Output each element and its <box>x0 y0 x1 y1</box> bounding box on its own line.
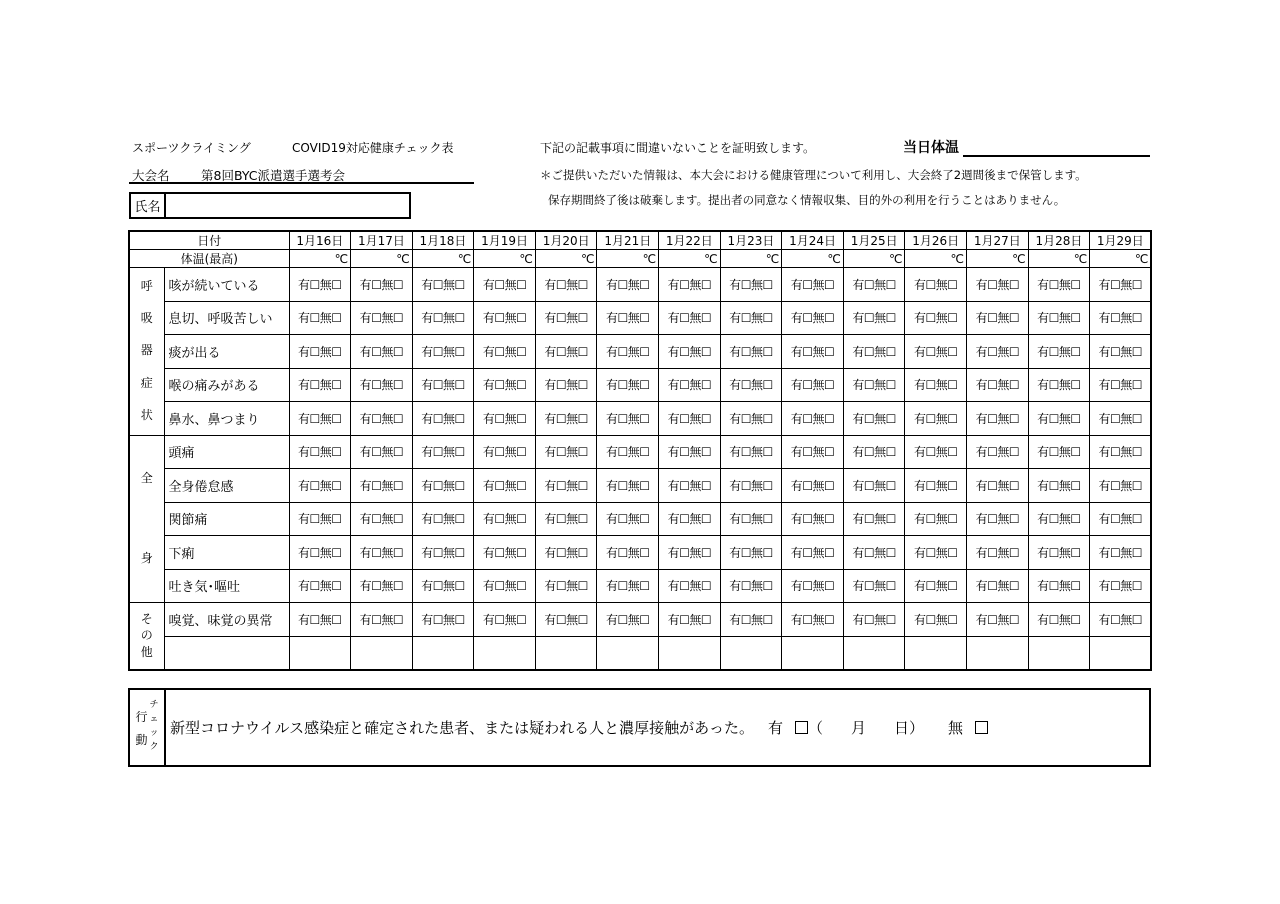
yes-no-checkbox[interactable]: 有☐無☐ <box>843 368 905 402</box>
category-char: 症 <box>140 375 153 390</box>
month-label: 月 <box>851 719 867 737</box>
sport-title: スポーツクライミング <box>132 141 251 155</box>
yes-no-checkbox[interactable]: 有☐無☐ <box>1028 469 1090 503</box>
yes-no-checkbox[interactable]: 有☐無☐ <box>1090 469 1152 503</box>
yes-no-checkbox[interactable]: 有☐無☐ <box>905 301 967 335</box>
date-cell: 1月22日 <box>659 231 721 250</box>
category-char: 吸 <box>140 311 153 326</box>
yes-no-checkbox[interactable]: 有☐無☐ <box>659 569 721 603</box>
yes-no-checkbox[interactable]: 有☐無☐ <box>535 335 597 369</box>
yes-no-checkbox[interactable]: 有☐無☐ <box>843 402 905 436</box>
blank-cell[interactable] <box>535 636 597 670</box>
yes-no-checkbox[interactable]: 有☐無☐ <box>720 435 782 469</box>
yes-no-checkbox[interactable]: 有☐無☐ <box>597 502 659 536</box>
yes-no-checkbox[interactable]: 有☐無☐ <box>843 536 905 570</box>
yes-no-checkbox[interactable]: 有☐無☐ <box>474 469 536 503</box>
yes-no-checkbox[interactable]: 有☐無☐ <box>905 368 967 402</box>
date-cell: 1月21日 <box>597 231 659 250</box>
yes-no-checkbox[interactable]: 有☐無☐ <box>1090 268 1152 302</box>
blank-cell[interactable] <box>351 636 413 670</box>
temp-cell[interactable]: ℃ <box>597 250 659 268</box>
yes-no-checkbox[interactable]: 有☐無☐ <box>351 335 413 369</box>
yes-no-checkbox[interactable]: 有☐無☐ <box>1028 435 1090 469</box>
yes-no-checkbox[interactable]: 有☐無☐ <box>967 603 1029 637</box>
form-title: COVID19対応健康チェック表 <box>292 141 454 155</box>
temp-cell[interactable]: ℃ <box>843 250 905 268</box>
yes-no-checkbox[interactable]: 有☐無☐ <box>351 435 413 469</box>
certify-text: 下記の記載事項に間違いないことを証明致します。 <box>540 141 816 155</box>
blank-cell[interactable] <box>1028 636 1090 670</box>
yes-no-checkbox[interactable]: 有☐無☐ <box>535 368 597 402</box>
yes-no-checkbox[interactable]: 有☐無☐ <box>782 335 844 369</box>
date-row <box>129 231 1151 250</box>
yes-no-checkbox[interactable]: 有☐無☐ <box>535 268 597 302</box>
temp-row <box>129 250 1151 268</box>
yes-no-checkbox[interactable]: 有☐無☐ <box>967 268 1029 302</box>
yes-no-checkbox[interactable]: 有☐無☐ <box>412 502 474 536</box>
yes-no-checkbox[interactable]: 有☐無☐ <box>659 502 721 536</box>
date-cell: 1月29日 <box>1090 231 1152 250</box>
symptom-row <box>129 636 1151 670</box>
yes-no-checkbox[interactable]: 有☐無☐ <box>659 335 721 369</box>
yes-no-checkbox[interactable]: 有☐無☐ <box>597 335 659 369</box>
yes-no-checkbox[interactable]: 有☐無☐ <box>597 435 659 469</box>
yes-no-checkbox[interactable]: 有☐無☐ <box>967 569 1029 603</box>
yes-no-checkbox[interactable]: 有☐無☐ <box>289 301 351 335</box>
yes-no-checkbox[interactable]: 有☐無☐ <box>474 569 536 603</box>
symptom-row <box>129 569 1151 603</box>
temp-cell[interactable]: ℃ <box>412 250 474 268</box>
yes-no-checkbox[interactable]: 有☐無☐ <box>289 368 351 402</box>
yes-label: 有 <box>767 719 783 737</box>
yes-no-checkbox[interactable]: 有☐無☐ <box>905 536 967 570</box>
yes-no-checkbox[interactable]: 有☐無☐ <box>412 268 474 302</box>
yes-no-checkbox[interactable]: 有☐無☐ <box>474 268 536 302</box>
yes-no-checkbox[interactable]: 有☐無☐ <box>720 502 782 536</box>
date-cell: 1月16日 <box>289 231 351 250</box>
category-char: の <box>140 628 153 643</box>
symptom-row <box>129 603 1151 637</box>
yes-no-checkbox[interactable]: 有☐無☐ <box>905 335 967 369</box>
yes-no-checkbox[interactable]: 有☐無☐ <box>289 402 351 436</box>
yes-no-checkbox[interactable]: 有☐無☐ <box>351 536 413 570</box>
yes-no-checkbox[interactable]: 有☐無☐ <box>412 603 474 637</box>
yes-no-checkbox[interactable]: 有☐無☐ <box>351 603 413 637</box>
symptom-row <box>129 335 1151 369</box>
action-text-row <box>166 690 988 765</box>
yes-no-checkbox[interactable]: 有☐無☐ <box>1090 603 1152 637</box>
no-checkbox[interactable] <box>975 721 988 734</box>
yes-no-checkbox[interactable]: 有☐無☐ <box>967 368 1029 402</box>
date-cell: 1月26日 <box>905 231 967 250</box>
category-char: 呼 <box>140 279 153 294</box>
yes-no-checkbox[interactable]: 有☐無☐ <box>412 569 474 603</box>
yes-no-checkbox[interactable]: 有☐無☐ <box>474 335 536 369</box>
category-char: 全 <box>140 470 153 485</box>
blank-cell[interactable] <box>720 636 782 670</box>
date-cell: 1月20日 <box>535 231 597 250</box>
symptom-row <box>129 402 1151 436</box>
day-label: 日） <box>894 719 925 737</box>
temp-cell[interactable]: ℃ <box>535 250 597 268</box>
blank-cell[interactable] <box>659 636 721 670</box>
symptom-label: 頭痛 <box>164 435 289 469</box>
yes-no-checkbox[interactable]: 有☐無☐ <box>412 368 474 402</box>
temp-cell[interactable]: ℃ <box>720 250 782 268</box>
yes-no-checkbox[interactable]: 有☐無☐ <box>843 502 905 536</box>
yes-no-checkbox[interactable]: 有☐無☐ <box>351 268 413 302</box>
yes-no-checkbox[interactable]: 有☐無☐ <box>289 469 351 503</box>
yes-no-checkbox[interactable]: 有☐無☐ <box>967 402 1029 436</box>
yes-no-checkbox[interactable]: 有☐無☐ <box>535 469 597 503</box>
symptom-label: 痰が出る <box>164 335 289 369</box>
yes-no-checkbox[interactable]: 有☐無☐ <box>905 569 967 603</box>
blank-cell[interactable] <box>474 636 536 670</box>
yes-no-checkbox[interactable]: 有☐無☐ <box>474 603 536 637</box>
privacy-note-2: 保存期間終了後は破棄します。提出者の同意なく情報収集、目的外の利用を行うことはありません。 <box>548 193 1066 207</box>
yes-no-checkbox[interactable]: 有☐無☐ <box>905 603 967 637</box>
symptom-row <box>129 469 1151 503</box>
yes-no-checkbox[interactable]: 有☐無☐ <box>289 603 351 637</box>
yes-no-checkbox[interactable]: 有☐無☐ <box>843 268 905 302</box>
yes-checkbox[interactable] <box>795 721 808 734</box>
yes-no-checkbox[interactable]: 有☐無☐ <box>351 368 413 402</box>
date-cell: 1月18日 <box>412 231 474 250</box>
yes-no-checkbox[interactable]: 有☐無☐ <box>1090 536 1152 570</box>
yes-no-checkbox[interactable]: 有☐無☐ <box>967 469 1029 503</box>
yes-no-checkbox[interactable]: 有☐無☐ <box>967 335 1029 369</box>
name-box <box>129 192 411 219</box>
yes-no-checkbox[interactable]: 有☐無☐ <box>1028 268 1090 302</box>
yes-no-checkbox[interactable]: 有☐無☐ <box>289 268 351 302</box>
yes-no-checkbox[interactable]: 有☐無☐ <box>289 502 351 536</box>
health-check-table <box>128 230 1152 671</box>
action-sublabel-char: ッ <box>149 728 159 738</box>
yes-no-checkbox[interactable]: 有☐無☐ <box>1090 502 1152 536</box>
category-char: 器 <box>140 343 153 358</box>
name-label: 氏名 <box>131 194 166 217</box>
action-sublabel-char: チ <box>149 700 159 710</box>
yes-no-checkbox[interactable]: 有☐無☐ <box>720 335 782 369</box>
yes-no-checkbox[interactable]: 有☐無☐ <box>782 469 844 503</box>
temp-header: 体温(最高) <box>129 250 289 268</box>
yes-no-checkbox[interactable]: 有☐無☐ <box>720 368 782 402</box>
category-char: 状 <box>140 407 153 422</box>
paren-open: （ <box>807 719 823 737</box>
name-input[interactable] <box>166 194 409 217</box>
yes-no-checkbox[interactable]: 有☐無☐ <box>474 402 536 436</box>
yes-no-checkbox[interactable]: 有☐無☐ <box>474 435 536 469</box>
yes-no-checkbox[interactable]: 有☐無☐ <box>967 536 1029 570</box>
yes-no-checkbox[interactable]: 有☐無☐ <box>597 368 659 402</box>
action-label-char: 動 <box>135 732 148 747</box>
yes-no-checkbox[interactable]: 有☐無☐ <box>659 268 721 302</box>
category-char: そ <box>140 611 153 626</box>
symptom-row <box>129 368 1151 402</box>
yes-no-checkbox[interactable]: 有☐無☐ <box>782 502 844 536</box>
yes-no-checkbox[interactable]: 有☐無☐ <box>1028 569 1090 603</box>
yes-no-checkbox[interactable]: 有☐無☐ <box>1090 402 1152 436</box>
yes-no-checkbox[interactable]: 有☐無☐ <box>351 301 413 335</box>
temp-cell[interactable]: ℃ <box>782 250 844 268</box>
blank-cell[interactable] <box>289 636 351 670</box>
yes-no-checkbox[interactable]: 有☐無☐ <box>659 469 721 503</box>
yes-no-checkbox[interactable]: 有☐無☐ <box>474 368 536 402</box>
yes-no-checkbox[interactable]: 有☐無☐ <box>535 569 597 603</box>
date-header: 日付 <box>129 231 289 250</box>
yes-no-checkbox[interactable]: 有☐無☐ <box>289 335 351 369</box>
symptom-label: 全身倦怠感 <box>164 469 289 503</box>
yes-no-checkbox[interactable]: 有☐無☐ <box>905 402 967 436</box>
temp-cell[interactable]: ℃ <box>474 250 536 268</box>
yes-no-checkbox[interactable]: 有☐無☐ <box>351 502 413 536</box>
temp-cell[interactable]: ℃ <box>659 250 721 268</box>
date-cell: 1月17日 <box>351 231 413 250</box>
yes-no-checkbox[interactable]: 有☐無☐ <box>412 536 474 570</box>
privacy-note-1: ＊ご提供いただいた情報は、本大会における健康管理について利用し、大会終了2週間後まで保管します。 <box>540 168 1087 182</box>
yes-no-checkbox[interactable]: 有☐無☐ <box>535 502 597 536</box>
yes-no-checkbox[interactable]: 有☐無☐ <box>782 268 844 302</box>
yes-no-checkbox[interactable]: 有☐無☐ <box>289 536 351 570</box>
event-underline <box>129 182 474 184</box>
temp-cell[interactable]: ℃ <box>905 250 967 268</box>
yes-no-checkbox[interactable]: 有☐無☐ <box>720 569 782 603</box>
symptom-row <box>129 301 1151 335</box>
yes-no-checkbox[interactable]: 有☐無☐ <box>1028 368 1090 402</box>
yes-no-checkbox[interactable]: 有☐無☐ <box>720 536 782 570</box>
yes-no-checkbox[interactable]: 有☐無☐ <box>782 402 844 436</box>
category-label <box>129 268 164 436</box>
yes-no-checkbox[interactable]: 有☐無☐ <box>1090 435 1152 469</box>
yes-no-checkbox[interactable]: 有☐無☐ <box>843 469 905 503</box>
temp-cell[interactable]: ℃ <box>351 250 413 268</box>
date-cell: 1月25日 <box>843 231 905 250</box>
contact-question: 新型コロナウイルス感染症と確定された患者、または疑われる人と濃厚接触があった。 <box>170 719 754 737</box>
blank-cell[interactable] <box>412 636 474 670</box>
yes-no-checkbox[interactable]: 有☐無☐ <box>843 335 905 369</box>
symptom-label <box>164 636 289 670</box>
temp-cell[interactable]: ℃ <box>1028 250 1090 268</box>
yes-no-checkbox[interactable]: 有☐無☐ <box>659 402 721 436</box>
yes-no-checkbox[interactable]: 有☐無☐ <box>967 301 1029 335</box>
symptom-row <box>129 435 1151 469</box>
yes-no-checkbox[interactable]: 有☐無☐ <box>843 301 905 335</box>
yes-no-checkbox[interactable]: 有☐無☐ <box>1090 335 1152 369</box>
yes-no-checkbox[interactable]: 有☐無☐ <box>1028 536 1090 570</box>
symptom-row <box>129 502 1151 536</box>
action-sublabel-char: ク <box>149 742 159 752</box>
category-char: 他 <box>140 644 153 659</box>
yes-no-checkbox[interactable]: 有☐無☐ <box>720 603 782 637</box>
yes-no-checkbox[interactable]: 有☐無☐ <box>905 268 967 302</box>
yes-no-checkbox[interactable]: 有☐無☐ <box>412 469 474 503</box>
yes-no-checkbox[interactable]: 有☐無☐ <box>1028 335 1090 369</box>
symptom-label: 咳が続いている <box>164 268 289 302</box>
yes-no-checkbox[interactable]: 有☐無☐ <box>720 402 782 436</box>
blank-cell[interactable] <box>905 636 967 670</box>
yes-no-checkbox[interactable]: 有☐無☐ <box>1090 368 1152 402</box>
blank-cell[interactable] <box>843 636 905 670</box>
yes-no-checkbox[interactable]: 有☐無☐ <box>535 402 597 436</box>
yes-no-checkbox[interactable]: 有☐無☐ <box>535 536 597 570</box>
no-label: 無 <box>948 719 964 737</box>
yes-no-checkbox[interactable]: 有☐無☐ <box>535 301 597 335</box>
yes-no-checkbox[interactable]: 有☐無☐ <box>289 435 351 469</box>
yes-no-checkbox[interactable]: 有☐無☐ <box>782 435 844 469</box>
yes-no-checkbox[interactable]: 有☐無☐ <box>535 435 597 469</box>
symptom-label: 喉の痛みがある <box>164 368 289 402</box>
symptom-row <box>129 268 1151 302</box>
yes-no-checkbox[interactable]: 有☐無☐ <box>659 368 721 402</box>
category-char: 身 <box>140 551 153 566</box>
yes-no-checkbox[interactable]: 有☐無☐ <box>720 469 782 503</box>
yes-no-checkbox[interactable]: 有☐無☐ <box>1028 603 1090 637</box>
yes-no-checkbox[interactable]: 有☐無☐ <box>659 603 721 637</box>
date-cell: 1月27日 <box>967 231 1029 250</box>
yes-no-checkbox[interactable]: 有☐無☐ <box>905 469 967 503</box>
blank-cell[interactable] <box>597 636 659 670</box>
yes-no-checkbox[interactable]: 有☐無☐ <box>782 368 844 402</box>
yes-no-checkbox[interactable]: 有☐無☐ <box>597 268 659 302</box>
yes-no-checkbox[interactable]: 有☐無☐ <box>412 435 474 469</box>
yes-no-checkbox[interactable]: 有☐無☐ <box>474 536 536 570</box>
yes-no-checkbox[interactable]: 有☐無☐ <box>597 569 659 603</box>
yes-no-checkbox[interactable]: 有☐無☐ <box>1028 301 1090 335</box>
today-temp-field[interactable] <box>963 155 1150 157</box>
symptom-label: 鼻水、鼻つまり <box>164 402 289 436</box>
yes-no-checkbox[interactable]: 有☐無☐ <box>535 603 597 637</box>
blank-cell[interactable] <box>967 636 1029 670</box>
yes-no-checkbox[interactable]: 有☐無☐ <box>782 569 844 603</box>
yes-no-checkbox[interactable]: 有☐無☐ <box>843 603 905 637</box>
yes-no-checkbox[interactable]: 有☐無☐ <box>412 402 474 436</box>
yes-no-checkbox[interactable]: 有☐無☐ <box>351 569 413 603</box>
symptom-label: 関節痛 <box>164 502 289 536</box>
yes-no-checkbox[interactable]: 有☐無☐ <box>720 301 782 335</box>
yes-no-checkbox[interactable]: 有☐無☐ <box>597 536 659 570</box>
temp-cell[interactable]: ℃ <box>1090 250 1152 268</box>
yes-no-checkbox[interactable]: 有☐無☐ <box>351 469 413 503</box>
yes-no-checkbox[interactable]: 有☐無☐ <box>843 569 905 603</box>
yes-no-checkbox[interactable]: 有☐無☐ <box>967 435 1029 469</box>
yes-no-checkbox[interactable]: 有☐無☐ <box>474 301 536 335</box>
yes-no-checkbox[interactable]: 有☐無☐ <box>967 502 1029 536</box>
event-label: 大会名 <box>132 168 170 183</box>
temp-cell[interactable]: ℃ <box>289 250 351 268</box>
yes-no-checkbox[interactable]: 有☐無☐ <box>1028 402 1090 436</box>
symptom-row <box>129 536 1151 570</box>
symptom-label: 吐き気･嘔吐 <box>164 569 289 603</box>
action-label-char: 行 <box>135 709 148 724</box>
category-label <box>129 603 164 671</box>
today-temp-label: 当日体温 <box>903 140 959 156</box>
date-cell: 1月23日 <box>720 231 782 250</box>
yes-no-checkbox[interactable]: 有☐無☐ <box>659 536 721 570</box>
blank-cell[interactable] <box>1090 636 1152 670</box>
yes-no-checkbox[interactable]: 有☐無☐ <box>1090 301 1152 335</box>
date-cell: 1月24日 <box>782 231 844 250</box>
yes-no-checkbox[interactable]: 有☐無☐ <box>720 268 782 302</box>
date-cell: 1月28日 <box>1028 231 1090 250</box>
yes-no-checkbox[interactable]: 有☐無☐ <box>782 536 844 570</box>
yes-no-checkbox[interactable]: 有☐無☐ <box>1028 502 1090 536</box>
yes-no-checkbox[interactable]: 有☐無☐ <box>412 335 474 369</box>
action-sublabel-char: ェ <box>149 714 159 724</box>
symptom-label: 息切、呼吸苦しい <box>164 301 289 335</box>
category-label <box>129 435 164 603</box>
yes-no-checkbox[interactable]: 有☐無☐ <box>905 502 967 536</box>
temp-cell[interactable]: ℃ <box>967 250 1029 268</box>
yes-no-checkbox[interactable]: 有☐無☐ <box>1090 569 1152 603</box>
yes-no-checkbox[interactable]: 有☐無☐ <box>597 301 659 335</box>
date-cell: 1月19日 <box>474 231 536 250</box>
yes-no-checkbox[interactable]: 有☐無☐ <box>474 502 536 536</box>
yes-no-checkbox[interactable]: 有☐無☐ <box>289 569 351 603</box>
action-check-box <box>128 688 1151 767</box>
symptom-label: 下痢 <box>164 536 289 570</box>
yes-no-checkbox[interactable]: 有☐無☐ <box>659 435 721 469</box>
event-name: 第8回BYC派遣選手選考会 <box>201 168 346 183</box>
yes-no-checkbox[interactable]: 有☐無☐ <box>782 603 844 637</box>
blank-cell[interactable] <box>782 636 844 670</box>
yes-no-checkbox[interactable]: 有☐無☐ <box>412 301 474 335</box>
yes-no-checkbox[interactable]: 有☐無☐ <box>351 402 413 436</box>
yes-no-checkbox[interactable]: 有☐無☐ <box>905 435 967 469</box>
yes-no-checkbox[interactable]: 有☐無☐ <box>597 603 659 637</box>
yes-no-checkbox[interactable]: 有☐無☐ <box>843 435 905 469</box>
yes-no-checkbox[interactable]: 有☐無☐ <box>659 301 721 335</box>
yes-no-checkbox[interactable]: 有☐無☐ <box>782 301 844 335</box>
action-label <box>130 690 166 765</box>
yes-no-checkbox[interactable]: 有☐無☐ <box>597 469 659 503</box>
symptom-label: 嗅覚、味覚の異常 <box>164 603 289 637</box>
yes-no-checkbox[interactable]: 有☐無☐ <box>597 402 659 436</box>
